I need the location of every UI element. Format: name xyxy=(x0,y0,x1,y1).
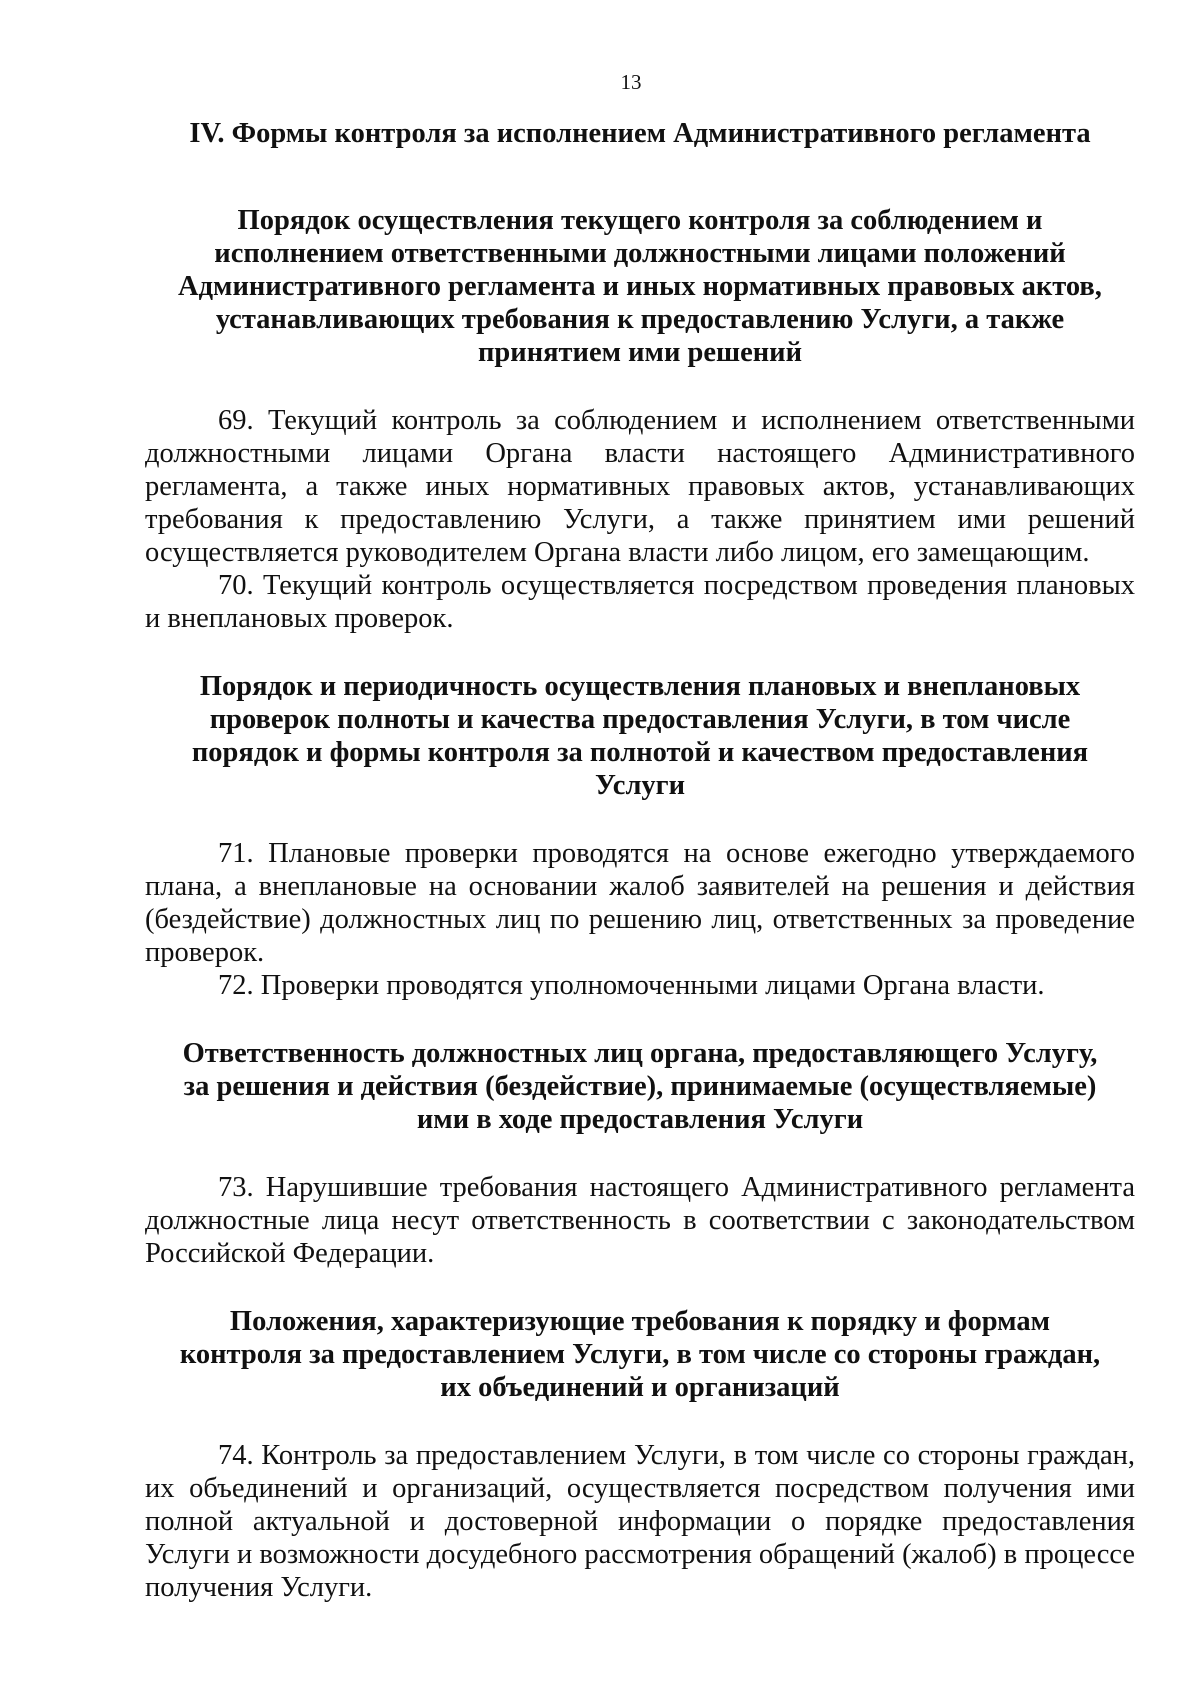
paragraph-74: 74. Контроль за предоставлением Услуги, в том числе со стороны граждан, их объединений и организаций, осуществляется посредством получения ими полной актуальной и достоверной информации о порядке предоставления Услуги и возможности досудебного рассмотрения обращений (жалоб) в процессе получения Услуги. xyxy=(145,1440,1135,1603)
paragraph-72: 72. Проверки проводятся уполномоченными лицами Органа власти. xyxy=(218,970,1045,1001)
section-heading-inspections: Порядок и периодичность осуществления плановых и внеплановых проверок полноты и качества предоставления Услуги, в том числе порядок и формы контроля за полнотой и качеством предоставления Услуги xyxy=(191,671,1089,801)
section-heading-responsibility: Ответственность должностных лиц органа, предоставляющего Услугу, за решения и действия (бездействие), принимаемые (осуществляемые) ими в ходе предоставления Услуги xyxy=(182,1038,1098,1135)
section-heading-current-control: Порядок осуществления текущего контроля за соблюдением и исполнением ответственными должностными лицами положений Административного регламента и иных нормативных правовых актов, устанавливающих требования к предоставлению Услуги, а также принятием ими решений xyxy=(178,205,1102,368)
paragraph-71: 71. Плановые проверки проводятся на основе ежегодно утверждаемого плана, а внеплановые на основании жалоб заявителей на решения и действия (бездействие) должностных лиц по решению лиц, ответственных за проведение проверок. xyxy=(145,838,1135,968)
section-heading-public-control: Положения, характеризующие требования к порядку и формам контроля за предоставлением Услуги, в том числе со стороны граждан, их объединений и организаций xyxy=(179,1306,1101,1403)
paragraph-70: 70. Текущий контроль осуществляется посредством проведения плановых и внеплановых проверок. xyxy=(145,570,1135,634)
page-number: 13 xyxy=(620,70,642,94)
paragraph-73: 73. Нарушившие требования настоящего Административного регламента должностные лица несут ответственность в соответствии с законодательством Российской Федерации. xyxy=(145,1172,1135,1269)
paragraph-69: 69. Текущий контроль за соблюдением и исполнением ответственными должностными лицами Органа власти настоящего Административного регламента, а также иных нормативных правовых актов, устанавливающих требования к предоставлению Услуги, а также принятием ими решений осуществляется руководителем Органа власти либо лицом, его замещающим. xyxy=(145,405,1135,568)
page-content xyxy=(145,116,1135,1604)
chapter-title: IV. Формы контроля за исполнением Административного регламента xyxy=(189,118,1091,149)
